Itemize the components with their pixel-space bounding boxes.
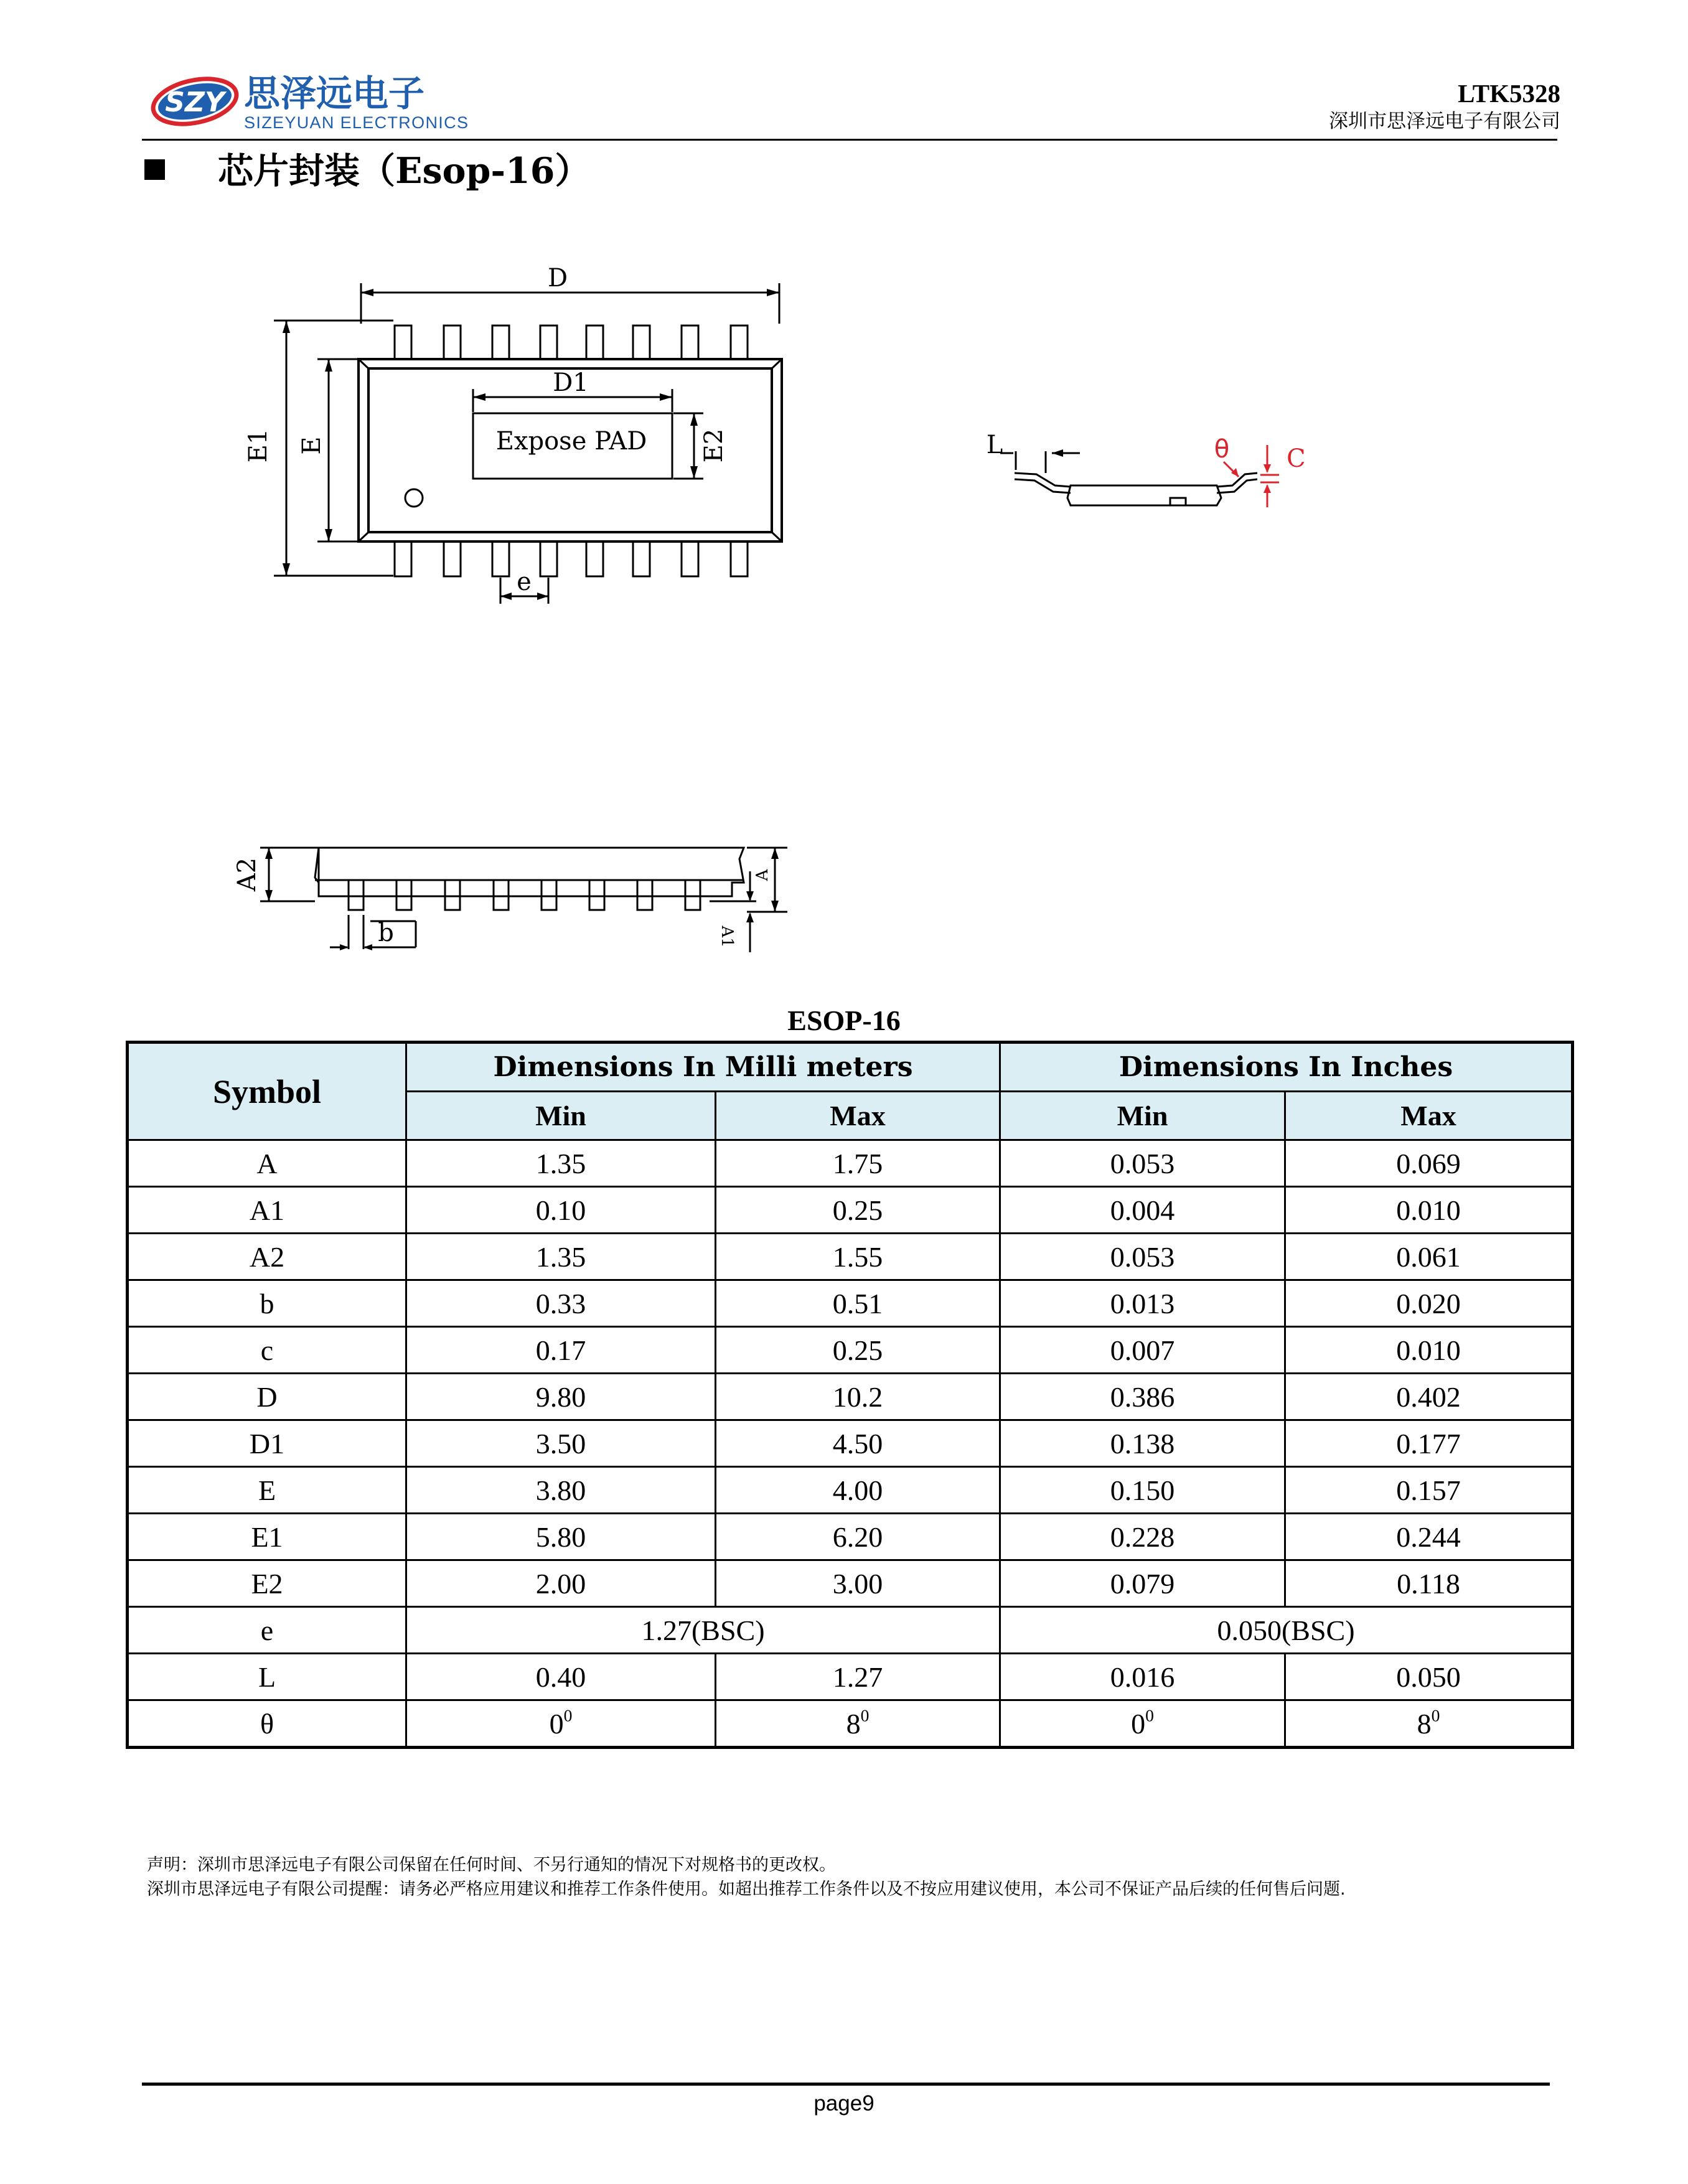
logo-mark: SZY xyxy=(165,87,225,118)
cell-in-min: 0.079 xyxy=(1000,1560,1285,1607)
bottom-pins xyxy=(395,541,748,576)
cell-symbol: E2 xyxy=(128,1560,406,1607)
cell-mm-min: 2.00 xyxy=(406,1560,716,1607)
label-C: C xyxy=(1287,444,1306,473)
label-E: E xyxy=(298,436,326,455)
cell-mm-min: 1.35 xyxy=(406,1140,716,1187)
cell-in-max: 0.177 xyxy=(1285,1420,1573,1467)
cell-in-max: 0.010 xyxy=(1285,1327,1573,1374)
cell-mm-min: 5.80 xyxy=(406,1514,716,1560)
table-row xyxy=(128,1327,1573,1374)
cell-symbol: e xyxy=(128,1607,406,1654)
side-view xyxy=(1000,445,1279,507)
cell-mm-min: 0.10 xyxy=(406,1187,716,1234)
dimensions-table xyxy=(126,1041,1574,1749)
inch-header: Dimensions In Inches xyxy=(1000,1043,1573,1092)
cell-mm-max: 3.00 xyxy=(716,1560,1000,1607)
cell-in-min: 0.138 xyxy=(1000,1420,1285,1467)
cell-mm-max: 0.25 xyxy=(716,1327,1000,1374)
table-row xyxy=(128,1467,1573,1514)
cell-mm-bsc: 1.27(BSC) xyxy=(406,1607,1000,1654)
label-E2: E2 xyxy=(700,428,728,463)
table-row xyxy=(128,1374,1573,1420)
table-row xyxy=(128,1420,1573,1467)
cell-mm-min: 0.17 xyxy=(406,1327,716,1374)
cell-in-bsc: 0.050(BSC) xyxy=(1000,1607,1573,1654)
mm-header: Dimensions In Milli meters xyxy=(406,1043,1000,1092)
cell-symbol: E xyxy=(128,1467,406,1514)
mm-max-header: Max xyxy=(716,1092,1000,1140)
page-number: page9 xyxy=(814,2091,874,2116)
top-pins xyxy=(395,326,748,359)
table-row xyxy=(128,1234,1573,1280)
cell-in-min: 0.016 xyxy=(1000,1654,1285,1700)
table-row xyxy=(128,1560,1573,1607)
label-theta: θ xyxy=(1214,435,1230,464)
disclaimer-note: 声明：深圳市思泽远电子有限公司保留在任何时间、不另行通知的情况下对规格书的更改权。 xyxy=(147,1855,836,1875)
cell-mm-max: 0.25 xyxy=(716,1187,1000,1234)
cell-in-max: 0.157 xyxy=(1285,1467,1573,1514)
mm-min-header: Min xyxy=(406,1092,716,1140)
cell-mm-min: 3.80 xyxy=(406,1467,716,1514)
label-D: D xyxy=(547,264,568,293)
cell-mm-min: 1.35 xyxy=(406,1234,716,1280)
label-D1: D1 xyxy=(553,368,589,397)
cell-in-min: 0.053 xyxy=(1000,1234,1285,1280)
cell-in-min: 0.004 xyxy=(1000,1187,1285,1234)
front-leads xyxy=(349,880,700,910)
logo-en-name: SIZEYUAN ELECTRONICS xyxy=(244,113,468,132)
cell-in-min: 0.228 xyxy=(1000,1514,1285,1560)
cell-in-max: 0.010 xyxy=(1285,1187,1573,1234)
cell-in-max: 0.020 xyxy=(1285,1280,1573,1327)
label-E1: E1 xyxy=(244,428,273,463)
cell-mm-max: 4.50 xyxy=(716,1420,1000,1467)
cell-mm-max: 10.2 xyxy=(716,1374,1000,1420)
cell-in-max: 0.118 xyxy=(1285,1560,1573,1607)
cell-mm-min: 9.80 xyxy=(406,1374,716,1420)
cell-mm-min: 0.40 xyxy=(406,1654,716,1700)
label-expose-pad: Expose PAD xyxy=(495,427,647,456)
cell-mm-min: $0^0$ xyxy=(406,1700,716,1748)
cell-in-max: 0.402 xyxy=(1285,1374,1573,1420)
cell-symbol: b xyxy=(128,1280,406,1327)
table-row xyxy=(128,1280,1573,1327)
pin1-marker xyxy=(405,489,423,507)
label-A2: A2 xyxy=(233,857,261,892)
cell-mm-max: 1.75 xyxy=(716,1140,1000,1187)
cell-in-max: 0.069 xyxy=(1285,1140,1573,1187)
footer-divider xyxy=(142,2083,1550,2086)
cell-in-min: 0.053 xyxy=(1000,1140,1285,1187)
inch-min-header: Min xyxy=(1000,1092,1285,1140)
cell-symbol: E1 xyxy=(128,1514,406,1560)
cell-in-max: 0.244 xyxy=(1285,1514,1573,1560)
cell-symbol: A2 xyxy=(128,1234,406,1280)
cell-in-min: 0.013 xyxy=(1000,1280,1285,1327)
package-drawings xyxy=(0,0,1688,983)
cell-mm-max: 6.20 xyxy=(716,1514,1000,1560)
header-model: LTK5328 xyxy=(1458,79,1560,108)
table-row-L xyxy=(128,1654,1573,1700)
label-e: e xyxy=(517,568,532,596)
table-row xyxy=(128,1514,1573,1560)
section-title: 芯片封装（Esop-16） xyxy=(218,150,591,192)
cell-symbol: c xyxy=(128,1327,406,1374)
cell-mm-max: 1.55 xyxy=(716,1234,1000,1280)
cell-in-min: 0.007 xyxy=(1000,1327,1285,1374)
table-row-theta xyxy=(128,1700,1573,1748)
label-A: A xyxy=(753,869,772,881)
cell-symbol: L xyxy=(128,1654,406,1700)
cell-mm-max: $8^0$ xyxy=(716,1700,1000,1748)
table-row-e xyxy=(128,1607,1573,1654)
front-view xyxy=(260,848,787,952)
cell-in-max: 0.050 xyxy=(1285,1654,1573,1700)
cell-symbol: D xyxy=(128,1374,406,1420)
table-row xyxy=(128,1140,1573,1187)
cell-in-max: 0.061 xyxy=(1285,1234,1573,1280)
logo-cn-name: 思泽远电子 xyxy=(244,72,425,115)
header-company: 深圳市思泽远电子有限公司 xyxy=(1329,110,1560,133)
cell-mm-min: 0.33 xyxy=(406,1280,716,1327)
cell-symbol: θ xyxy=(128,1700,406,1748)
cell-in-min: 0.150 xyxy=(1000,1467,1285,1514)
symbol-header: Symbol xyxy=(128,1043,406,1140)
cell-mm-max: 0.51 xyxy=(716,1280,1000,1327)
cell-mm-max: 1.27 xyxy=(716,1654,1000,1700)
table-row xyxy=(128,1187,1573,1234)
cell-symbol: A1 xyxy=(128,1187,406,1234)
usage-note: 深圳市思泽远电子有限公司提醒：请务必严格应用建议和推荐工作条件使用。如超出推荐工作条件以及不按应用建议使用，本公司不保证产品后续的任何售后问题. xyxy=(147,1880,1346,1899)
cell-symbol: D1 xyxy=(128,1420,406,1467)
cell-mm-min: 3.50 xyxy=(406,1420,716,1467)
label-b: b xyxy=(378,919,394,947)
table-caption: ESOP-16 xyxy=(787,1005,901,1036)
cell-in-min: 0.386 xyxy=(1000,1374,1285,1420)
cell-symbol: A xyxy=(128,1140,406,1187)
cell-in-max: $8^0$ xyxy=(1285,1700,1573,1748)
cell-mm-max: 4.00 xyxy=(716,1467,1000,1514)
label-L: L xyxy=(986,431,1003,459)
cell-in-min: $0^0$ xyxy=(1000,1700,1285,1748)
label-A1: A1 xyxy=(718,926,736,948)
inch-max-header: Max xyxy=(1285,1092,1573,1140)
